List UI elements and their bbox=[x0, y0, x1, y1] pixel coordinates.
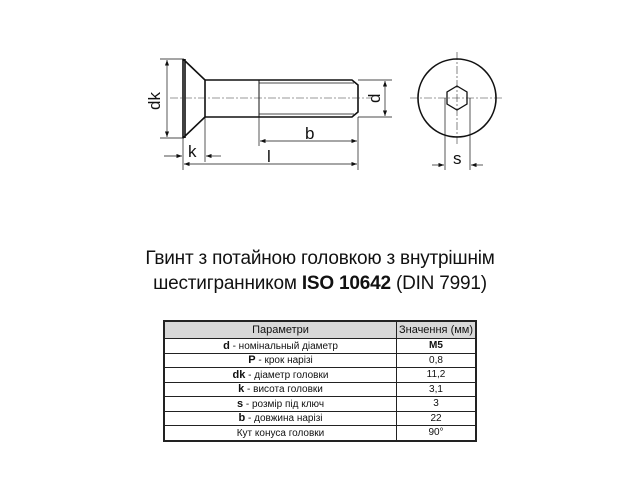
parameters-table bbox=[163, 320, 477, 442]
title-line-2 bbox=[0, 273, 640, 295]
table-row bbox=[164, 411, 476, 426]
value-cell: 22 bbox=[397, 411, 477, 426]
param-cell bbox=[164, 411, 397, 426]
d-label: d bbox=[365, 93, 384, 103]
param-description: - довжина нарізі bbox=[245, 413, 323, 425]
param-description: - номінальный діаметр bbox=[229, 340, 338, 352]
header-values: Значення (мм) bbox=[397, 321, 477, 339]
screw-side-view bbox=[183, 59, 358, 138]
param-cell bbox=[164, 397, 397, 412]
standard-iso: ISO 10642 bbox=[301, 273, 391, 294]
param-symbol: dk bbox=[232, 368, 246, 381]
dk-label: dk bbox=[145, 92, 164, 110]
s-label: s bbox=[453, 149, 462, 168]
value-cell: 90° bbox=[397, 426, 477, 441]
param-symbol: d bbox=[223, 339, 230, 352]
param-symbol: s bbox=[236, 397, 244, 410]
table-row bbox=[164, 397, 476, 412]
param-description: - розмір під ключ bbox=[243, 398, 325, 410]
title-line-1: Гвинт з потайною головкою з внутрішнім bbox=[145, 248, 495, 269]
table-row bbox=[164, 382, 476, 397]
param-description: Кут конуса головки bbox=[236, 427, 325, 439]
standard-din: (DIN 7991) bbox=[390, 273, 487, 294]
table-row bbox=[164, 339, 476, 354]
table-header bbox=[164, 321, 476, 339]
value-cell: 0,8 bbox=[397, 353, 477, 368]
param-cell bbox=[164, 339, 397, 354]
b-label: b bbox=[305, 124, 315, 143]
center-lines bbox=[170, 52, 503, 145]
k-label: k bbox=[188, 142, 197, 161]
dimension-lines bbox=[160, 59, 483, 170]
table-row bbox=[164, 368, 476, 383]
param-description: - крок нарізі bbox=[255, 355, 313, 367]
header-parameters: Параметри bbox=[164, 321, 397, 339]
screw-drawing bbox=[0, 0, 640, 200]
l-label: l bbox=[267, 147, 271, 166]
table-row bbox=[164, 353, 476, 368]
param-description: - висота головки bbox=[244, 384, 323, 396]
value-cell: 3 bbox=[397, 397, 477, 412]
param-description: - діаметр головки bbox=[245, 369, 329, 381]
param-cell bbox=[164, 382, 397, 397]
param-symbol: P bbox=[248, 354, 256, 367]
param-cell bbox=[164, 353, 397, 368]
param-symbol: k bbox=[238, 383, 245, 396]
param-symbol: b bbox=[238, 412, 246, 425]
param-cell bbox=[164, 426, 397, 441]
value-cell: 3,1 bbox=[397, 382, 477, 397]
table-row bbox=[164, 426, 476, 441]
value-cell: 11,2 bbox=[397, 368, 477, 383]
value-cell: M5 bbox=[397, 339, 477, 354]
title-text: шестигранником bbox=[153, 273, 302, 294]
param-cell bbox=[164, 368, 397, 383]
